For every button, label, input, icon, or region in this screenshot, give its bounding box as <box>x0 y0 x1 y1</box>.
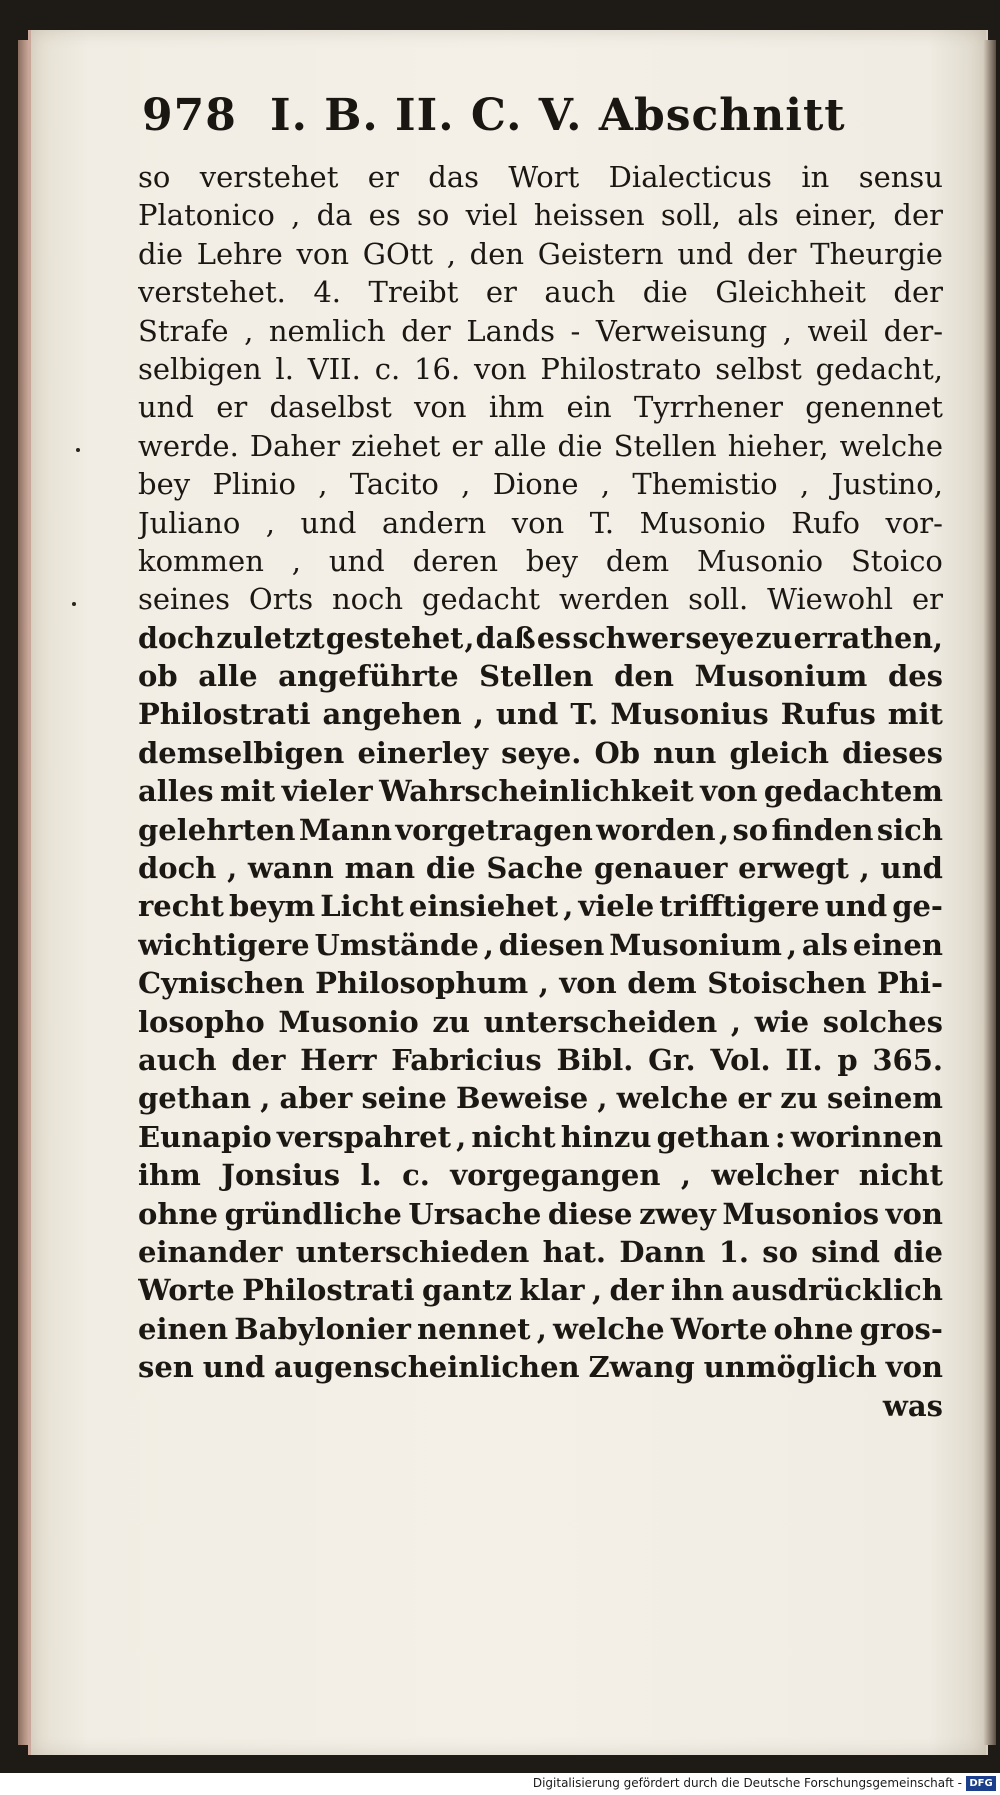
digitization-credit: Digitalisierung gefördert durch die Deutsche Forschungsgemeinschaft - <box>532 1776 962 1790</box>
dfg-logo: DFG <box>966 1776 996 1791</box>
text-line: ihm Jonsius l. c. vorgegangen , welcher nicht <box>138 1158 943 1193</box>
body-text <box>138 160 943 1427</box>
text-line: doch zuletzt gestehet , daß es schwer seye zu errathen, <box>138 620 943 655</box>
text-line: gethan , aber seine Beweise , welche er zu seinem <box>138 1081 943 1116</box>
text-line: selbigen l. VII. c. 16. von Philostrato selbst gedacht, <box>138 351 943 386</box>
text-line: bey Plinio , Tacito , Dione , Themistio , Justino, <box>138 467 943 502</box>
text-line: einen Babylonier nennet , welche Worte ohne gros- <box>138 1311 943 1346</box>
text-line: ob alle angeführte Stellen den Musonium des <box>138 659 943 694</box>
text-line: Platonico , da es so viel heissen soll, als einer, der <box>138 198 943 233</box>
text-line: die Lehre von GOtt , den Geistern und der Theurgie <box>138 236 943 271</box>
text-line: demselbigen einerley seye. Ob nun gleich dieses <box>138 735 943 770</box>
text-line: Eunapio verspahret , nicht hinzu gethan : worinnen <box>138 1119 943 1154</box>
text-line: gelehrten Mann vorgetragen worden , so finden sich <box>138 812 943 847</box>
text-line: doch , wann man die Sache genauer erwegt , und <box>138 851 943 886</box>
text-line: und er daselbst von ihm ein Tyrrhener genennet <box>138 390 943 425</box>
catchword: was <box>882 1388 943 1423</box>
text-line: so verstehet er das Wort Dialecticus in sensu <box>138 160 943 194</box>
text-line: Cynischen Philosophum , von dem Stoischen Phi- <box>138 966 943 1001</box>
text-line: einander unterschieden hat. Dann 1. so sind die <box>138 1234 943 1269</box>
text-line: losopho Musonio zu unterscheiden , wie solches <box>138 1004 943 1039</box>
text-line: werde. Daher ziehet er alle die Stellen hieher, welche <box>138 428 943 463</box>
text-line: kommen , und deren bey dem Musonio Stoico <box>138 543 943 578</box>
text-line: Philostrati angehen , und T. Musonius Rufus mit <box>138 697 943 732</box>
footer-bar <box>0 1773 1000 1795</box>
text-line: auch der Herr Fabricius Bibl. Gr. Vol. II. p 365. <box>138 1042 943 1077</box>
text-line: seines Orts noch gedacht werden soll. Wiewohl er <box>138 582 943 617</box>
book-edge-left <box>18 40 28 1745</box>
margin-mark <box>76 448 80 452</box>
text-line: Strafe , nemlich der Lands - Verweisung , weil der- <box>138 313 943 348</box>
text-line: verstehet. 4. Treibt er auch die Gleichheit der <box>138 275 943 310</box>
margin-mark <box>72 602 76 606</box>
text-line: alles mit vieler Wahrscheinlichkeit von gedachtem <box>138 774 943 809</box>
text-line: Juliano , und andern von T. Musonio Rufo vor- <box>138 505 943 540</box>
page-number: 978 <box>142 90 237 141</box>
text-line: sen und augenscheinlichen Zwang unmöglich von <box>138 1350 943 1385</box>
text-line: recht beym Licht einsiehet , viele trifftigere und ge- <box>138 889 943 924</box>
text-line: Worte Philostrati gantz klar , der ihn ausdrücklich <box>138 1273 943 1308</box>
text-line: wichtigere Umstände , diesen Musonium , als einen <box>138 927 943 962</box>
text-line: ohne gründliche Ursache diese zwey Musonios von <box>138 1196 943 1231</box>
page-header <box>112 90 952 150</box>
book-edge-right <box>983 40 996 1745</box>
running-head: I. B. II. C. V. Abschnitt <box>270 90 846 141</box>
